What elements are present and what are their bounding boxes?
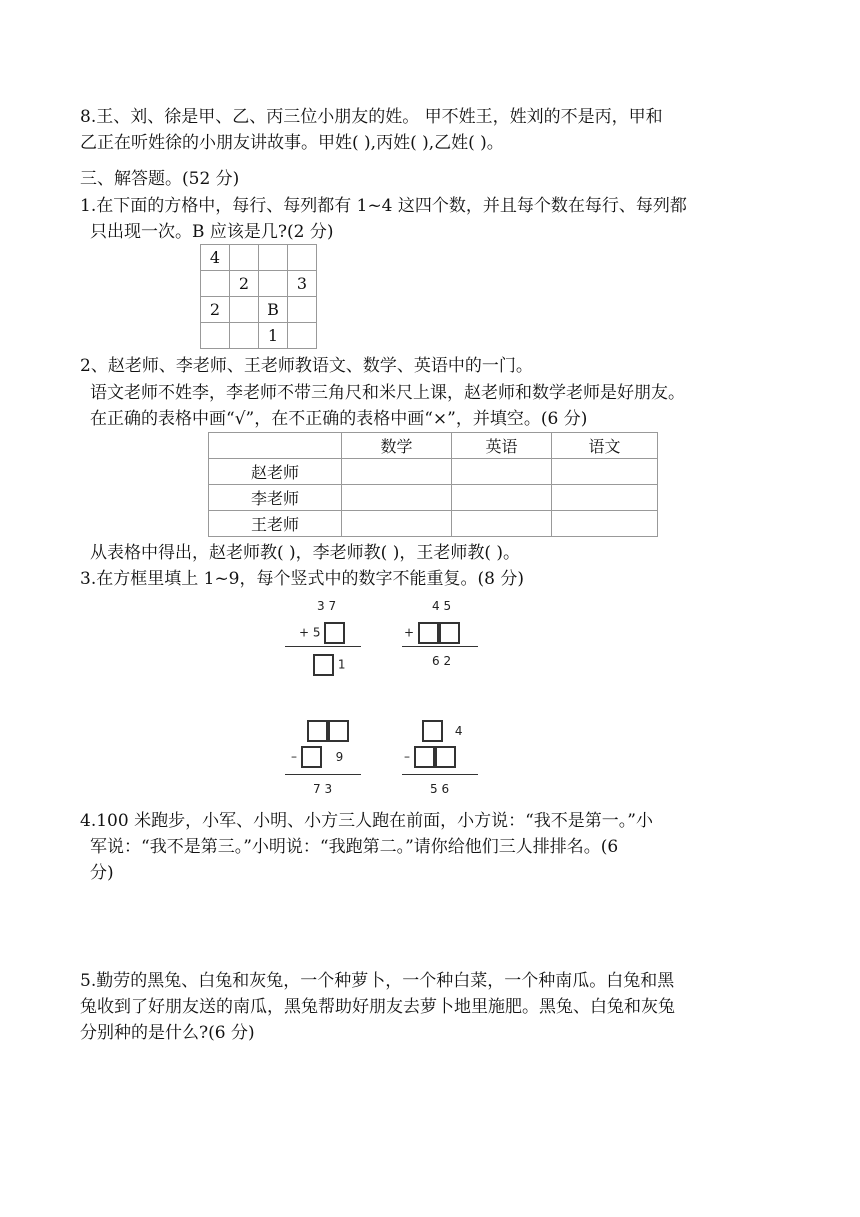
column-addition-2 [400,596,480,686]
column-addition-1 [283,596,363,686]
p5-line-2: 兔收到了好朋友送的南瓜，黑兔帮助好朋友去萝卜地里施肥。黑兔、白兔和灰兔 [80,997,675,1017]
answer-cell [452,459,552,485]
calc-digit: 4 [454,723,463,738]
grid-cell [259,245,288,271]
answer-box[interactable] [324,622,345,644]
grid-cell [259,271,288,297]
teacher-table [208,432,658,537]
calc-top-number: 3 7 [317,599,337,613]
table-header-math: 数学 [342,433,452,459]
table-row [209,485,658,511]
answer-cell [342,511,452,537]
grid-cell [230,323,259,349]
answer-box[interactable] [418,622,439,644]
column-subtraction-2 [400,718,480,808]
teacher-name-cell: 王老师 [209,511,342,537]
p1-line-2: 只出现一次。B 应该是几?(2 分) [90,222,334,242]
answer-cell [552,459,658,485]
calc-result: 6 2 [432,654,452,668]
answer-box[interactable] [414,746,435,768]
grid-cell: 3 [288,271,317,297]
calc-operator: + [404,625,415,640]
p2-line-2: 语文老师不姓李，李老师不带三角尺和米尺上课，赵老师和数学老师是好朋友。 [90,383,685,403]
p2-fill-line: 从表格中得出，赵老师教( )，李老师教( )，王老师教( )。 [90,543,521,563]
answer-box[interactable] [435,746,456,768]
grid-cell [230,297,259,323]
p4-line-1: 4.100 米跑步，小军、小明、小方三人跑在前面，小方说：“我不是第一。”小 [80,811,653,831]
p1-line-1: 1.在下面的方格中，每行、每列都有 1~4 这四个数，并且每个数在每行、每列都 [80,196,687,216]
grid-cell [288,297,317,323]
grid-row [201,297,317,323]
answer-cell [452,511,552,537]
table-header-row [209,433,658,459]
answer-box[interactable] [307,720,328,742]
q8-line-2: 乙正在听姓徐的小朋友讲故事。甲姓( ),丙姓( ),乙姓( )。 [80,133,504,153]
calc-operator: – [404,749,410,764]
calc-top-number: 4 5 [432,599,452,613]
grid-row [201,271,317,297]
answer-cell [552,511,658,537]
answer-box[interactable] [301,746,322,768]
answer-cell [452,485,552,511]
table-header-chinese: 语文 [552,433,658,459]
section-title: 三、解答题。(52 分) [80,169,240,189]
grid-cell [201,323,230,349]
grid-cell [230,245,259,271]
grid-cell [288,245,317,271]
calc-digit: 9 [335,749,344,764]
answer-box[interactable] [313,654,334,676]
calc-operand: + 5 [299,625,321,640]
calc-operator: – [291,749,297,764]
table-header-cell [209,433,342,459]
answer-box[interactable] [422,720,443,742]
calc-result: 7 3 [313,782,333,796]
calc-operator-line [291,746,343,768]
p4-line-2: 军说：“我不是第三。”小明说：“我跑第二。”请你给他们三人排排名。(6 [90,837,619,857]
calc-digit: 1 [337,657,346,672]
calc-rule [285,646,361,647]
calc-rule [402,646,478,647]
grid-cell [288,323,317,349]
calc-operator-line [404,746,456,768]
grid-cell [201,271,230,297]
answer-box[interactable] [328,720,349,742]
p3-line: 3.在方框里填上 1~9，每个竖式中的数字不能重复。(8 分) [80,569,524,589]
grid-cell: 1 [259,323,288,349]
table-row [209,511,658,537]
table-header-english: 英语 [452,433,552,459]
p4-line-3: 分) [90,863,114,883]
grid-cell: 4 [201,245,230,271]
grid-cell: B [259,297,288,323]
calc-operator-line [299,622,345,644]
answer-cell [342,459,452,485]
q8-line-1: 8.王、刘、徐是甲、乙、丙三位小朋友的姓。 甲不姓王，姓刘的不是丙，甲和 [80,107,663,127]
teacher-name-cell: 赵老师 [209,459,342,485]
p2-line-1: 2、赵老师、李老师、王老师教语文、数学、英语中的一门。 [80,356,533,376]
answer-cell [552,485,658,511]
calc-result-line [313,654,345,676]
calc-operator-line [404,622,460,644]
teacher-name-cell: 李老师 [209,485,342,511]
grid-cell: 2 [230,271,259,297]
calc-result: 5 6 [430,782,450,796]
number-grid [200,244,317,349]
answer-cell [342,485,452,511]
calc-top-line [422,720,462,742]
p2-line-3: 在正确的表格中画“√”，在不正确的表格中画“×”，并填空。(6 分) [90,409,588,429]
calc-rule [402,774,478,775]
calc-top-boxes [307,720,349,742]
calc-rule [285,774,361,775]
grid-row [201,323,317,349]
grid-cell: 2 [201,297,230,323]
column-subtraction-1 [283,718,363,808]
table-row [209,459,658,485]
grid-row [201,245,317,271]
p5-line-1: 5.勤劳的黑兔、白兔和灰兔，一个种萝卜，一个种白菜，一个种南瓜。白兔和黑 [80,971,675,991]
answer-box[interactable] [439,622,460,644]
p5-line-3: 分别种的是什么?(6 分) [80,1023,255,1043]
